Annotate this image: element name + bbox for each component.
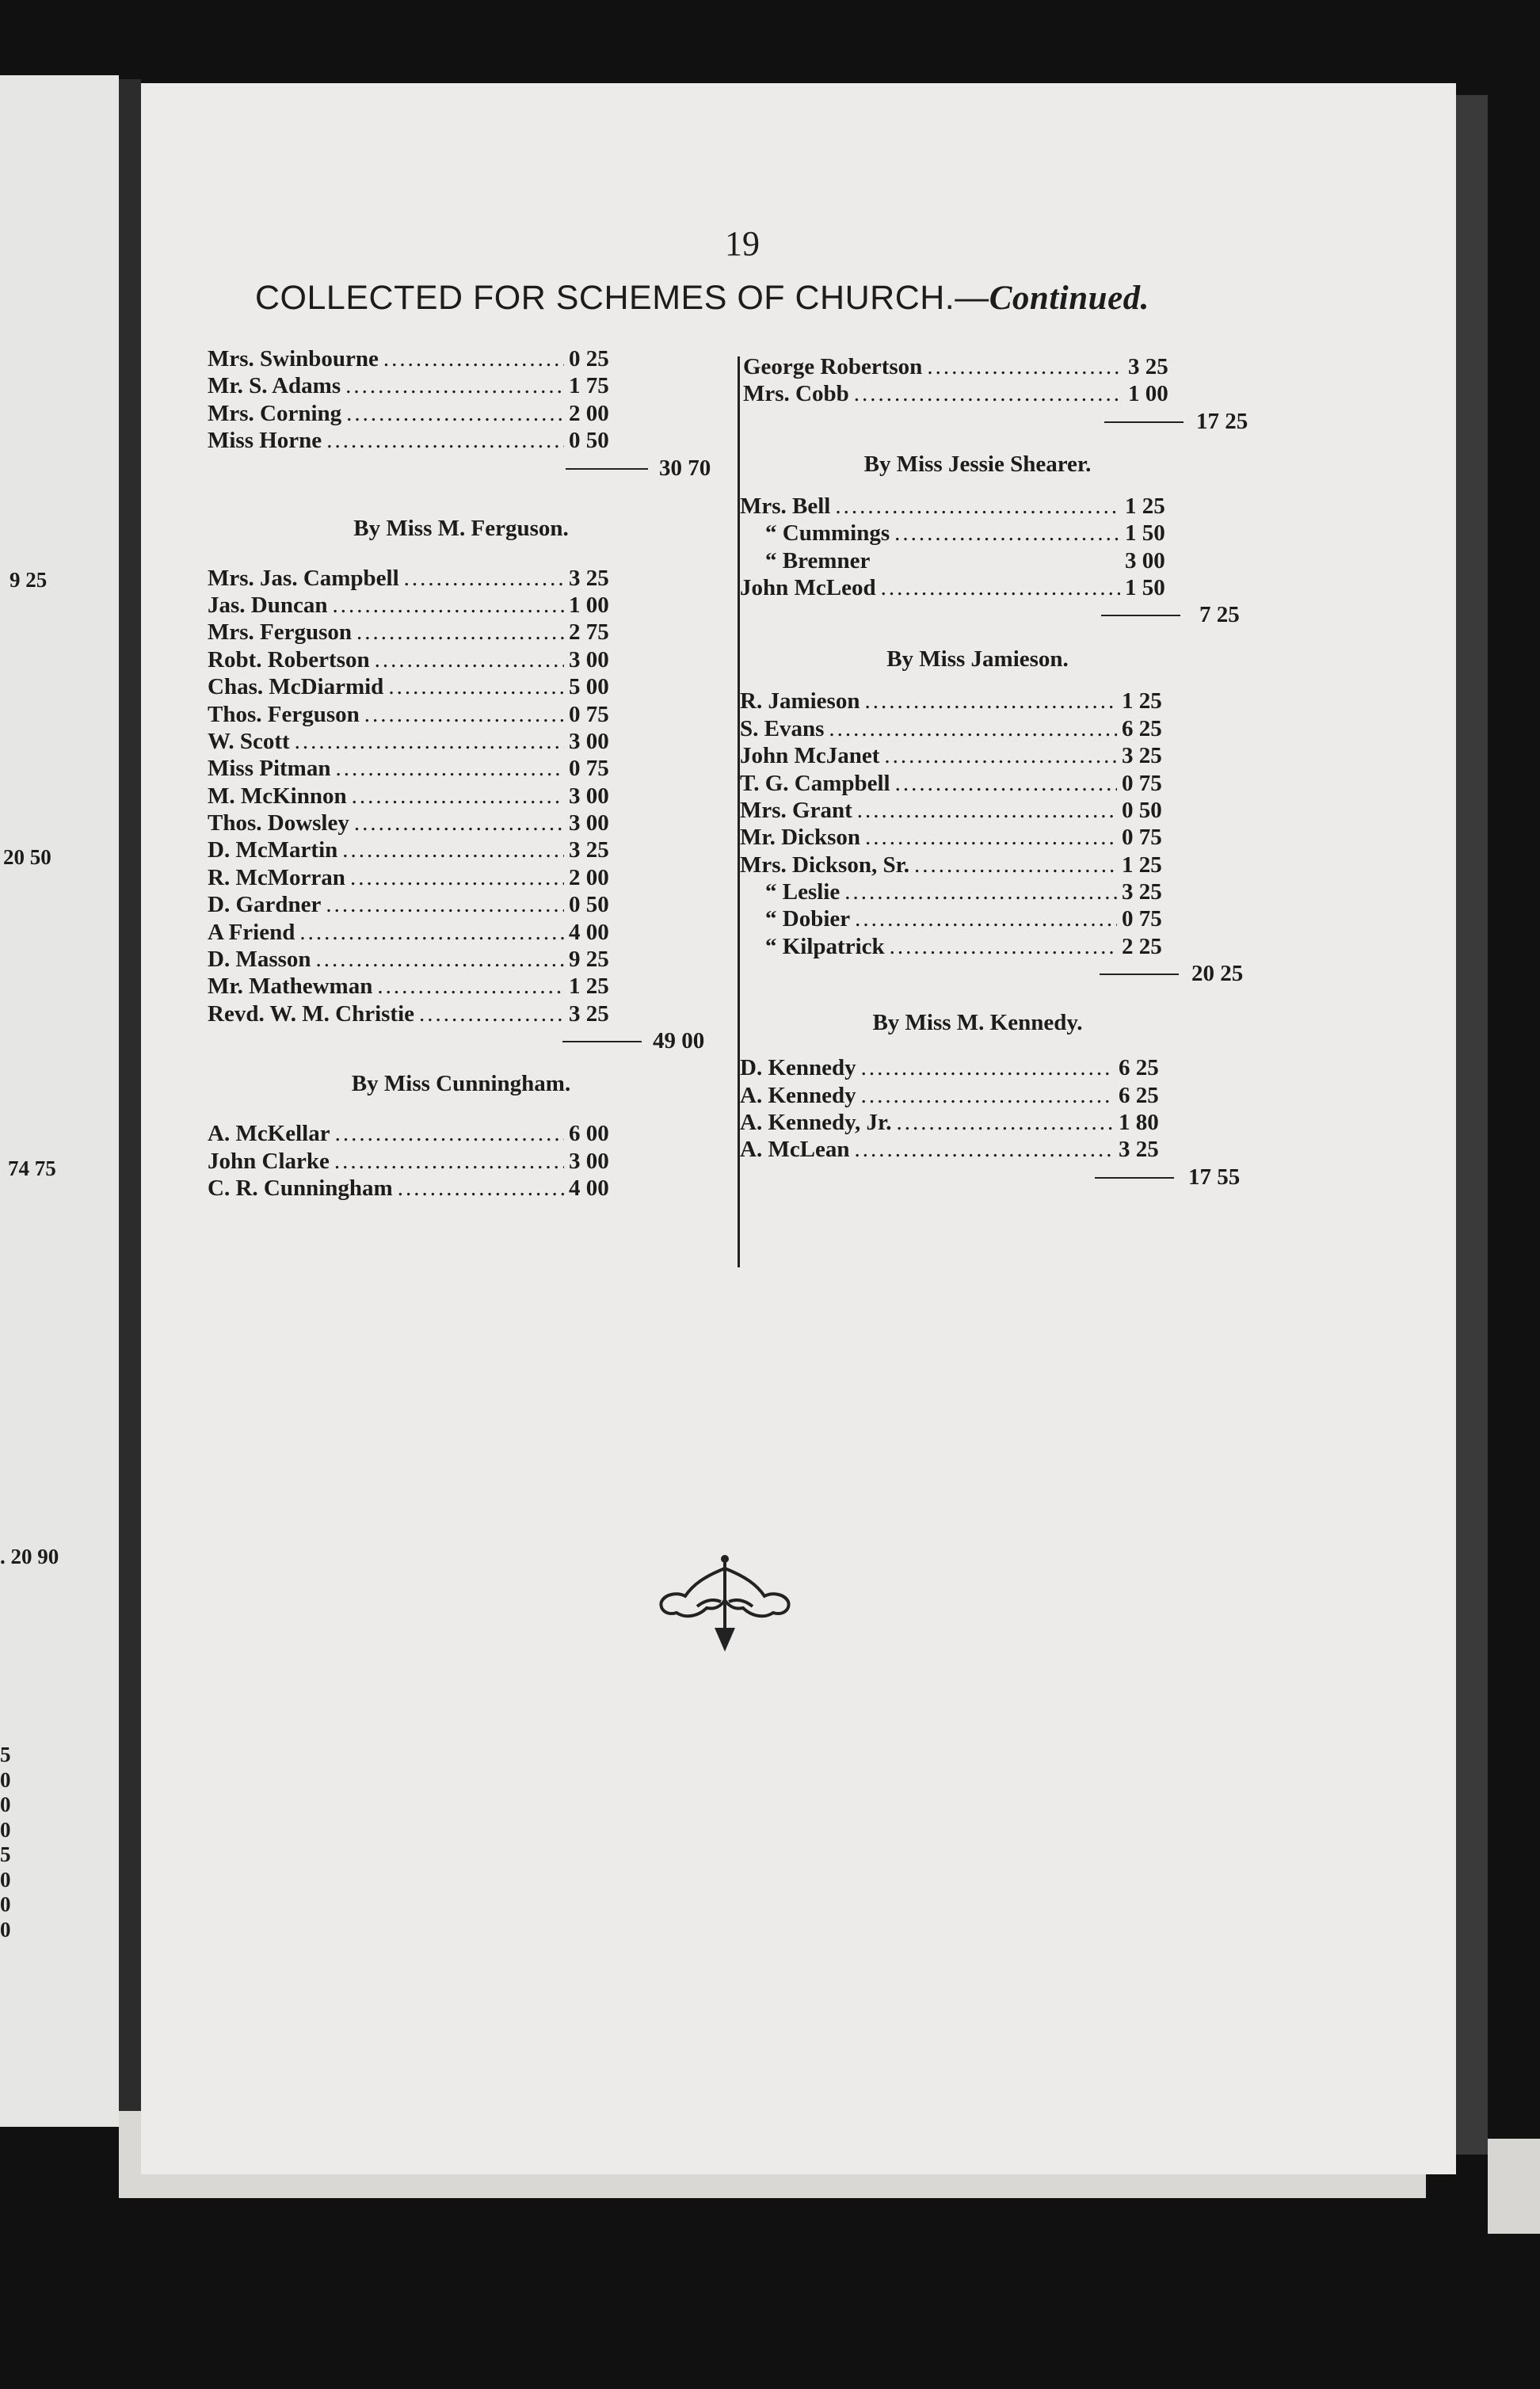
group-total [740, 961, 1263, 989]
left-column [208, 346, 715, 1202]
donor-name: Mr. Mathewman [208, 974, 373, 1000]
dot-leader [335, 756, 564, 782]
previous-page-fragment [0, 75, 119, 2127]
list-item [740, 1110, 1191, 1137]
donation-amount: 3 25 [1128, 354, 1168, 379]
list-item [740, 716, 1195, 743]
dot-leader [295, 729, 564, 755]
page-number: 19 [725, 224, 760, 263]
dot-leader [914, 852, 1117, 878]
donation-amount: 3 25 [1119, 1137, 1159, 1163]
list-item [208, 729, 642, 756]
donor-name: D. Gardner [208, 892, 322, 918]
donation-amount: 0 50 [569, 428, 609, 454]
donor-name: A Friend [208, 919, 295, 945]
donor-name: Mrs. Ferguson [208, 619, 353, 646]
dot-leader [835, 493, 1120, 520]
margin-amount: 20 50 [3, 845, 51, 869]
list-item [740, 798, 1195, 825]
total-amount: 7 25 [1199, 602, 1240, 628]
donor-name: Mr. S. Adams [208, 373, 341, 399]
dot-leader [829, 716, 1117, 742]
list-item [740, 548, 1198, 575]
dot-leader [854, 381, 1123, 407]
list-item [740, 520, 1198, 547]
margin-digit: 0 [0, 1892, 11, 1916]
group-total [740, 602, 1263, 631]
donation-amount: 0 75 [569, 701, 609, 727]
donation-amount: 3 25 [1122, 743, 1162, 769]
donation-amount: 0 50 [1122, 797, 1162, 823]
list-item [208, 428, 642, 455]
donation-amount: 1 25 [1122, 852, 1162, 878]
donor-name: Mrs. Grant [740, 797, 852, 823]
donation-amount: 9 25 [569, 947, 609, 973]
donation-amount: 5 00 [569, 674, 609, 700]
collector-heading: By Miss Jamieson. [886, 646, 1069, 673]
list-item [208, 947, 642, 974]
donor-name: A. Kennedy, Jr. [740, 1110, 892, 1136]
total-rule [562, 1041, 642, 1042]
dot-leader [894, 520, 1120, 547]
total-rule [566, 468, 648, 470]
donor-name: Chas. McDiarmid [208, 674, 384, 700]
donation-amount: 6 00 [569, 1121, 609, 1147]
list-item [740, 934, 1195, 961]
dot-leader [855, 906, 1117, 932]
margin-digit: 0 [0, 1793, 11, 1816]
total-rule [1104, 421, 1184, 423]
dot-leader [844, 879, 1117, 905]
list-item [208, 1121, 642, 1148]
dot-leader [855, 1137, 1114, 1163]
dot-leader [404, 566, 564, 592]
total-amount: 30 70 [659, 455, 711, 481]
dot-leader [352, 783, 564, 810]
list-item [740, 688, 1195, 715]
dot-leader [335, 1121, 564, 1147]
donation-amount: 6 25 [1119, 1082, 1159, 1108]
donation-amount: 2 00 [569, 400, 609, 426]
dot-leader [383, 346, 564, 372]
dot-leader [299, 920, 564, 946]
donor-name: A. McLean [740, 1137, 850, 1163]
donation-amount: 1 00 [569, 592, 609, 618]
donor-name: D. Masson [208, 947, 311, 973]
donor-name: Mrs. Cobb [743, 381, 849, 407]
list-item [208, 619, 642, 646]
donation-amount: 3 25 [1122, 879, 1162, 905]
dot-leader [895, 771, 1117, 797]
list-item [208, 346, 642, 373]
donor-name: “ Dobier [765, 906, 851, 932]
donor-name: George Robertson [743, 354, 923, 379]
dot-leader [375, 647, 564, 673]
margin-digit: 0 [0, 1867, 11, 1892]
donation-amount: 3 25 [569, 1000, 609, 1027]
list-item [740, 1055, 1191, 1082]
donor-name: Mrs. Corning [208, 400, 342, 426]
donation-amount: 0 75 [1122, 825, 1162, 851]
donation-amount: 6 25 [1119, 1055, 1159, 1081]
book-gutter [119, 79, 141, 2123]
list-item [740, 1083, 1191, 1110]
collector-heading: By Miss M. Ferguson. [353, 515, 569, 541]
total-rule [1095, 1177, 1174, 1179]
dot-leader [345, 373, 564, 399]
entry-list [208, 346, 642, 455]
donor-name: Thos. Dowsley [208, 810, 349, 836]
donation-amount: 1 25 [569, 974, 609, 1000]
donor-name: M. McKinnon [208, 783, 347, 809]
list-item [740, 743, 1195, 770]
donor-name: Thos. Ferguson [208, 701, 360, 727]
donor-name: A. Kennedy [740, 1082, 856, 1108]
donor-name: W. Scott [208, 728, 290, 754]
donation-amount: 1 75 [569, 373, 609, 399]
collector-heading: By Miss M. Kennedy. [872, 1010, 1083, 1036]
list-item [740, 852, 1195, 879]
entry-list [208, 1121, 642, 1202]
list-item [208, 920, 642, 947]
donation-amount: 0 75 [569, 756, 609, 782]
donor-name: “ Cummings [765, 520, 890, 547]
list-item [208, 401, 642, 428]
list-item [740, 493, 1198, 520]
list-item [208, 783, 642, 810]
list-item [208, 592, 642, 619]
dot-leader [398, 1175, 564, 1202]
list-item [208, 373, 642, 400]
donor-name: John Clarke [208, 1148, 330, 1174]
group-total [740, 1164, 1263, 1193]
donation-amount: 3 00 [569, 1148, 609, 1174]
fleuron-ornament-icon [650, 1553, 800, 1656]
book-fore-edge-lower [1488, 2139, 1540, 2234]
donor-name: John McJanet [740, 743, 880, 769]
list-item [208, 566, 642, 592]
donation-amount: 1 25 [1125, 493, 1165, 519]
total-rule [1101, 615, 1180, 616]
dot-leader [861, 1083, 1114, 1109]
margin-amount: . 20 90 [0, 1545, 59, 1568]
entry-list [743, 354, 1201, 409]
list-item [208, 1175, 642, 1202]
list-item [740, 1137, 1191, 1164]
total-amount: 17 25 [1196, 408, 1248, 434]
list-item [740, 879, 1195, 906]
donation-amount: 3 00 [569, 810, 609, 836]
page-title [255, 279, 1277, 318]
total-rule [1100, 974, 1179, 975]
donation-amount: 0 75 [1122, 770, 1162, 796]
book-fore-edge [1456, 95, 1488, 2155]
collector-heading: By Miss Jessie Shearer. [863, 451, 1092, 477]
list-item [208, 810, 642, 837]
list-item [740, 771, 1195, 798]
donor-name: D. McMartin [208, 837, 338, 863]
donation-amount: 3 00 [569, 646, 609, 673]
donation-amount: 2 25 [1122, 933, 1162, 959]
donation-amount: 3 25 [569, 565, 609, 591]
donation-amount: 1 80 [1119, 1110, 1159, 1136]
list-item [208, 1001, 642, 1028]
donor-name: A. McKellar [208, 1121, 330, 1147]
dot-leader [897, 1110, 1115, 1136]
margin-digit: 0 [0, 1767, 11, 1792]
list-item [208, 837, 642, 864]
list-item [208, 647, 642, 674]
list-item [208, 674, 642, 701]
donation-amount: 1 50 [1125, 574, 1165, 600]
margin-digit: 0 [0, 1917, 11, 1941]
dot-leader [377, 974, 564, 1000]
donor-name: S. Evans [740, 715, 825, 741]
dot-leader [861, 1055, 1114, 1081]
list-item [208, 702, 642, 729]
donation-amount: 4 00 [569, 1175, 609, 1201]
list-item [743, 381, 1201, 408]
total-amount: 20 25 [1191, 961, 1244, 987]
donation-amount: 2 75 [569, 619, 609, 646]
dot-leader [864, 688, 1117, 714]
list-item [208, 892, 642, 919]
donor-name: Mrs. Jas. Campbell [208, 565, 399, 591]
dot-leader [326, 892, 564, 918]
donor-name: Mrs. Swinbourne [208, 346, 379, 371]
donor-name: “ Kilpatrick [765, 933, 885, 959]
donation-amount: 3 00 [569, 783, 609, 809]
donor-name: Mrs. Bell [740, 493, 831, 519]
dot-leader [342, 837, 564, 863]
group-total [208, 1028, 715, 1057]
list-item [208, 1149, 642, 1175]
donor-name: John McLeod [740, 574, 876, 600]
list-item [208, 865, 642, 892]
donor-name: “ Bremner [765, 547, 871, 573]
dot-leader [364, 702, 564, 728]
dot-leader [890, 934, 1117, 960]
donation-amount: 6 25 [1122, 715, 1162, 741]
donor-name: C. R. Cunningham [208, 1175, 393, 1201]
dot-leader [857, 798, 1117, 824]
list-item [208, 974, 642, 1000]
collector-heading: By Miss Cunningham. [351, 1071, 571, 1097]
dot-leader [350, 865, 564, 891]
dot-leader [346, 401, 564, 427]
total-amount: 17 55 [1188, 1164, 1241, 1190]
donor-name: “ Leslie [765, 879, 841, 905]
group-total [740, 409, 1263, 437]
dot-leader [334, 1149, 564, 1175]
donation-amount: 0 50 [569, 892, 609, 918]
donation-amount: 3 25 [569, 837, 609, 863]
donor-name: Miss Horne [208, 428, 322, 454]
donor-name: Miss Pitman [208, 756, 331, 782]
dot-leader [865, 825, 1117, 851]
entry-list [740, 1055, 1191, 1164]
list-item [740, 575, 1198, 602]
dot-leader [356, 619, 564, 646]
margin-digit: 5 [0, 1743, 11, 1766]
donor-name: Mrs. Dickson, Sr. [740, 852, 910, 878]
title-text: COLLECTED FOR SCHEMES OF CHURCH.— [255, 279, 989, 317]
donation-amount: 2 00 [569, 864, 609, 890]
margin-digit-column [0, 1743, 11, 1942]
dot-leader [354, 810, 564, 836]
donor-name: Mr. Dickson [740, 825, 860, 851]
donor-name: Revd. W. M. Christie [208, 1000, 414, 1027]
donation-amount: 1 50 [1125, 520, 1165, 547]
donation-amount: 1 00 [1128, 381, 1168, 407]
donation-amount: 0 75 [1122, 906, 1162, 932]
margin-digit: 5 [0, 1842, 11, 1866]
donor-name: D. Kennedy [740, 1055, 856, 1081]
dot-leader [927, 354, 1123, 380]
list-item [740, 906, 1195, 933]
group-total [208, 455, 715, 484]
dot-leader [884, 743, 1117, 769]
dot-leader [388, 674, 564, 700]
right-column [740, 354, 1263, 1193]
donation-amount: 1 25 [1122, 688, 1162, 714]
margin-amount: 9 25 [10, 568, 48, 592]
margin-amount: 74 75 [8, 1156, 56, 1180]
list-item [740, 825, 1195, 852]
donation-amount: 3 00 [569, 728, 609, 754]
donor-name: Robt. Robertson [208, 646, 370, 673]
donor-name: T. G. Campbell [740, 770, 890, 796]
entry-list [740, 493, 1198, 603]
donor-name: Jas. Duncan [208, 592, 328, 618]
donation-amount: 4 00 [569, 919, 609, 945]
margin-digit: 0 [0, 1817, 11, 1842]
dot-leader [419, 1001, 564, 1027]
donation-amount: 0 25 [569, 346, 609, 371]
entry-list [208, 566, 642, 1029]
title-continued: Continued. [989, 280, 1149, 317]
dot-leader [881, 575, 1120, 601]
dot-leader [326, 428, 564, 454]
donation-amount: 3 00 [1125, 547, 1165, 573]
list-item [743, 354, 1201, 381]
list-item [208, 756, 642, 783]
donor-name: R. Jamieson [740, 688, 860, 714]
dot-leader [333, 592, 565, 619]
donor-name: R. McMorran [208, 864, 345, 890]
entry-list [740, 688, 1195, 961]
dot-leader [316, 947, 564, 973]
total-amount: 49 00 [653, 1028, 705, 1054]
